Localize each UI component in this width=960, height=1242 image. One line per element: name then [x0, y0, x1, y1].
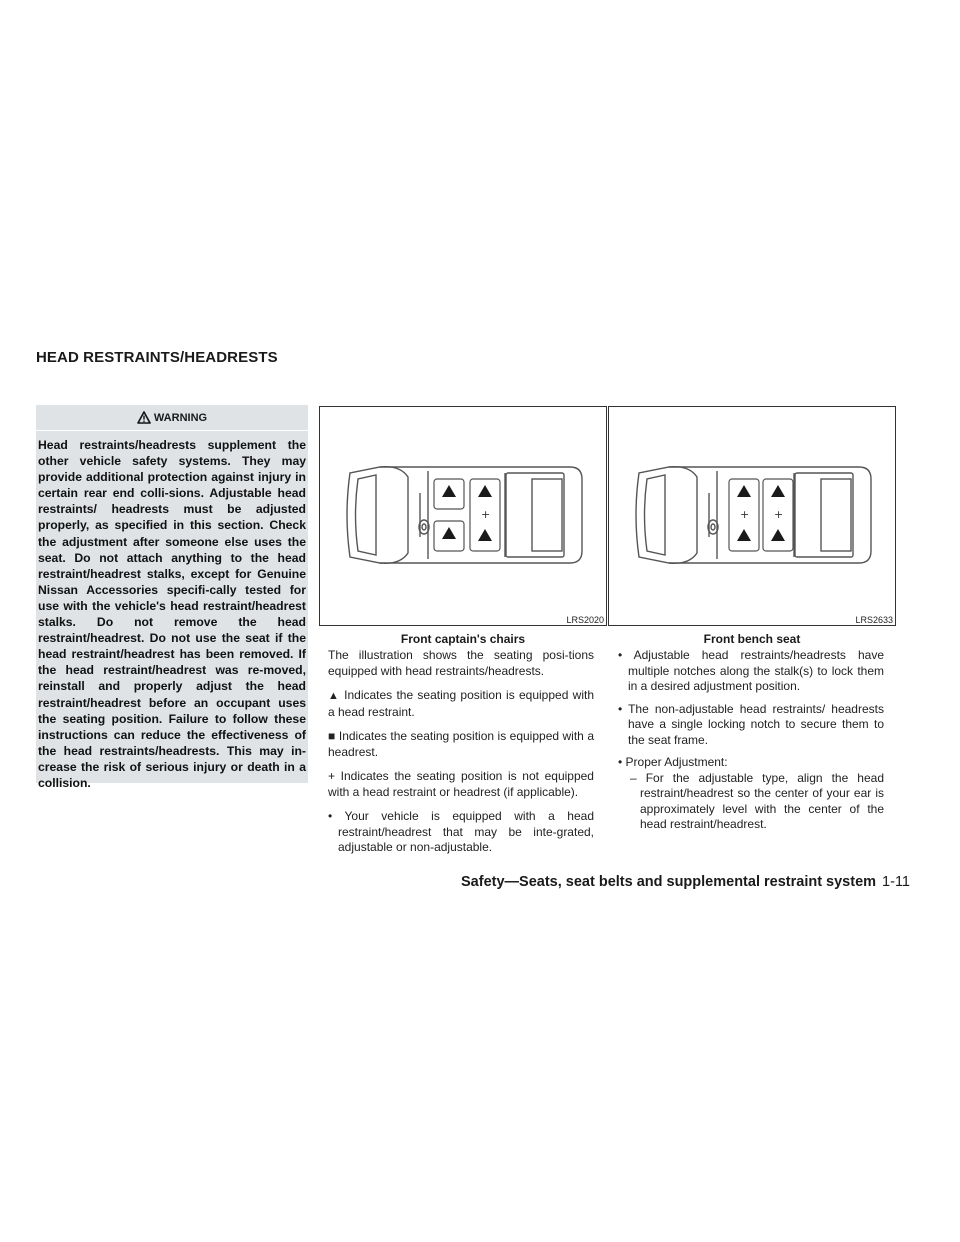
bullet-icon: •	[618, 755, 623, 769]
seat-triangle-rear-left	[771, 485, 785, 497]
section-title: HEAD RESTRAINTS/HEADRESTS	[36, 349, 278, 366]
column-middle	[328, 648, 594, 863]
warning-label: WARNING	[153, 411, 208, 424]
seat-triangle-rear-right	[478, 529, 492, 541]
bullet-icon: •	[618, 701, 623, 716]
bullet-icon: •	[328, 809, 333, 823]
list-item: • Adjustable head restraints/headrests have multiple notches along the stalk(s) to lock them in a desired adjustment position.	[618, 648, 885, 693]
bullet-icon: •	[618, 648, 623, 662]
sub-list-item: – For the adjustable type, align the head restraint/headrest so the center of your ear is approximately level with the center of the head restraint/headrest.	[630, 770, 884, 831]
intro-paragraph: The illustration shows the seating posi-tions equipped with head restraints/headrests.	[328, 648, 594, 678]
figure-captains-chairs	[319, 406, 607, 626]
seat-triangle-front-left	[442, 485, 456, 497]
seat-triangle-rear-right	[771, 529, 785, 541]
page-number: 1-11	[882, 874, 910, 890]
page-footer	[461, 874, 910, 890]
warning-box	[36, 405, 308, 790]
list-item: • The non-adjustable head restraints/ headrests have a single locking notch to secure them to the seat frame.	[618, 701, 884, 747]
seat-triangle-front-left	[737, 485, 751, 497]
square-icon: ■	[328, 729, 336, 743]
seat-triangle-rear-left	[478, 485, 492, 497]
warning-triangle-icon	[137, 411, 151, 424]
legend-square: ■ Indicates the seating position is equipped with a headrest.	[328, 729, 595, 759]
figure-caption: Front bench seat	[703, 632, 801, 646]
warning-text: Head restraints/headrests supplement the other vehicle safety systems. They may provide additional protection against injury in certain rear end colli-sions. Adjustable head restraints/ headrests must be adjusted properly, as specified in this section. Check the adjustment after someone else uses the seat. Do not attach anything to the head restraint/headrest stalks, except for Genuine Nissan Accessories specifi-cally tested for use with the vehicle's head restraint/headrest stalks. Do not remove the head restraint/headrest. Do not use the seat if the head restraint/headrest has been removed. If the head restraint/headrest was re-moved, reinstall and properly adjust the head restraint/headrest before an occupant uses the seating position. Failure to follow these instructions can reduce the effectiveness of the head restraints/headrests. This may in-crease the risk of serious injury or death in a collision.	[38, 438, 306, 790]
legend-plus: + Indicates the seating position is not equipped with a head restraint or headrest (if applicable).	[328, 769, 594, 799]
dash-icon: –	[630, 770, 637, 785]
column-right	[618, 648, 884, 833]
warning-header	[36, 405, 308, 431]
seat-plus-marker: +	[774, 508, 784, 521]
triangle-icon: ▲	[328, 690, 340, 702]
seat-triangle-front-right	[442, 527, 456, 539]
figure-caption: Front captain's chairs	[400, 632, 526, 646]
figure-code: LRS2020	[566, 615, 604, 625]
seat-plus-marker: +	[481, 508, 491, 521]
figure-code: LRS2633	[855, 615, 893, 625]
list-item: • Proper Adjustment:	[618, 755, 728, 769]
vehicle-top-view-captains	[320, 407, 606, 625]
legend-triangle: ▲ Indicates the seating position is equipped with a head restraint.	[328, 688, 594, 719]
vehicle-top-view-bench	[609, 407, 895, 625]
seat-plus-marker: +	[740, 508, 750, 521]
chapter-title: Safety—Seats, seat belts and supplemental restraint system	[461, 874, 877, 890]
plus-icon: +	[328, 769, 336, 783]
seat-triangle-front-right	[737, 529, 751, 541]
list-item: • Your vehicle is equipped with a head restraint/headrest that may be inte-grated, adjustable or non-adjustable.	[328, 809, 594, 854]
figure-bench-seat	[608, 406, 896, 626]
